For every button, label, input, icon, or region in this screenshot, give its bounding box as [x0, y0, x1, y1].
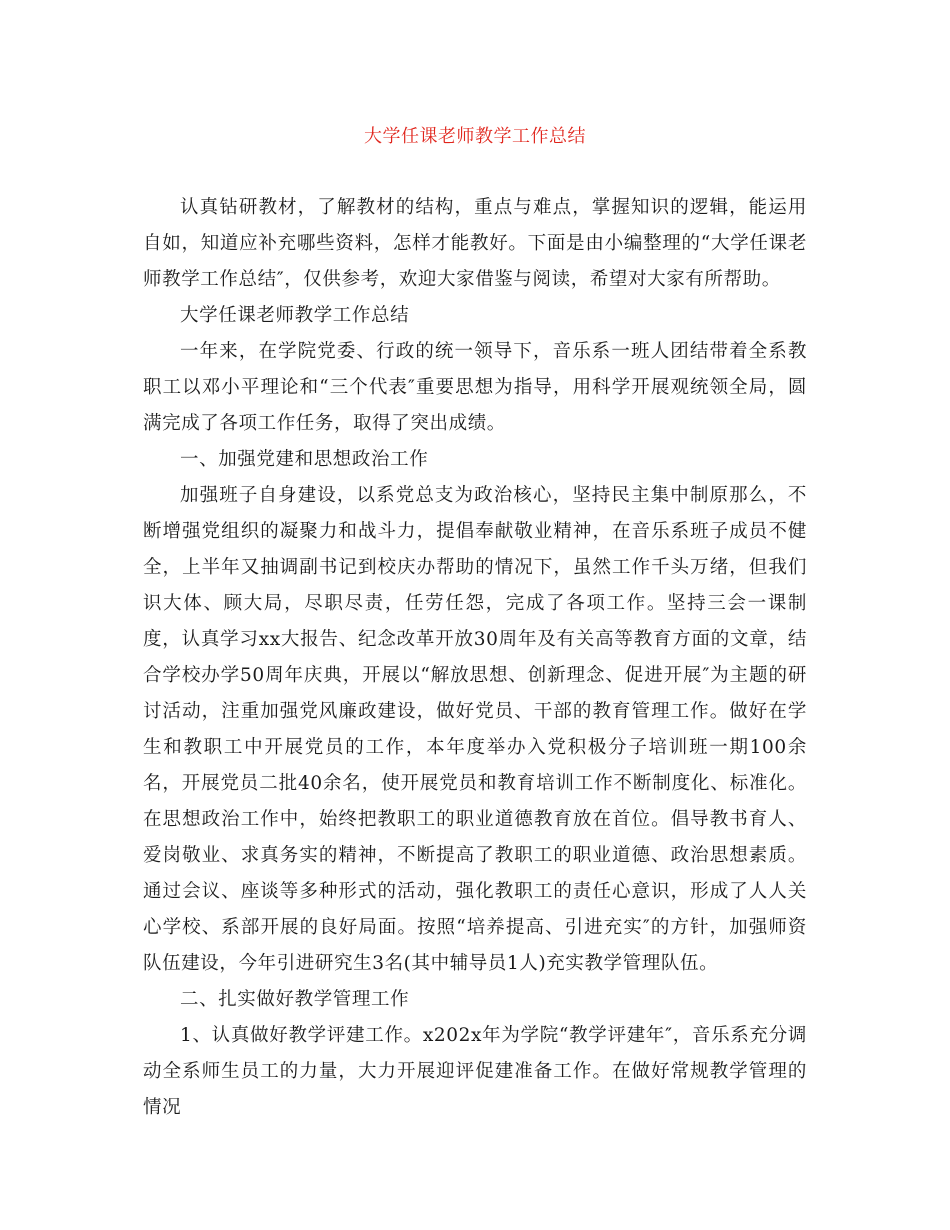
section-heading-party-building: 一、加强党建和思想政治工作 [180, 449, 429, 470]
paragraph-intro: 认真钻研教材，了解教材的结构，重点与难点，掌握知识的逻辑，能运用自如，知道应补充哪些资料，怎样才能教好。下面是由小编整理的“大学任课老师教学工作总结″，仅供参考，欢迎大家借鉴与阅读，希望对大家有所帮助。 [143, 197, 807, 290]
section-heading-teaching-management: 二、扎实做好教学管理工作 [180, 989, 410, 1010]
document-body [143, 190, 807, 1126]
paragraph-overview: 一年来，在学院党委、行政的统一领导下，音乐系一班人团结带着全系教职工以邓小平理论和“三个代表″重要思想为指导，用科学开展观统领全局，圆满完成了各项工作任务，取得了突出成绩。 [143, 341, 807, 434]
paragraph-teaching-evaluation: 1、认真做好教学评建工作。x202x年为学院“教学评建年″，音乐系充分调动全系师生员工的力量，大力开展迎评促建准备工作。在做好常规教学管理的情况 [143, 1025, 807, 1118]
document-title: 大学任课老师教学工作总结 [364, 126, 586, 147]
paragraph-party-building: 加强班子自身建设，以系党总支为政治核心，坚持民主集中制原那么，不断增强党组织的凝聚力和战斗力，提倡奉献敬业精神，在音乐系班子成员不健全，上半年又抽调副书记到校庆办帮助的情况下，虽然工作千头万绪，但我们识大体、顾大局，尽职尽责，任劳任怨，完成了各项工作。坚持三会一课制度，认真学习xx大报告、纪念改革开放30周年及有关高等教育方面的文章，结合学校办学50周年庆典，开展以“解放思想、创新理念、促进开展″为主题的研讨活动，注重加强党风廉政建设，做好党员、干部的教育管理工作。做好在学生和教职工中开展党员的工作，本年度举办入党积极分子培训班一期100余名，开展党员二批40余名，使开展党员和教育培训工作不断制度化、标准化。在思想政治工作中，始终把教职工的职业道德教育放在首位。倡导教书育人、爱岗敬业、求真务实的精神，不断提高了教职工的职业道德、政治思想素质。通过会议、座谈等多种形式的活动，强化教职工的责任心意识，形成了人人关心学校、系部开展的良好局面。按照“培养提高、引进充实″的方针，加强师资队伍建设，今年引进研究生3名(其中辅导员1人)充实教学管理队伍。 [143, 485, 807, 974]
paragraph-subtitle: 大学任课老师教学工作总结 [180, 305, 410, 326]
